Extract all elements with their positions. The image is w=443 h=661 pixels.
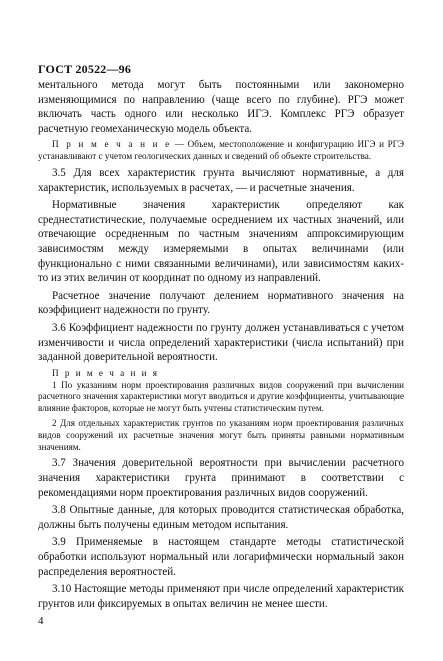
paragraph-3-8: 3.8 Опытные данные, для которых проводится статистическая обработка, должны быть получены единым методом испытания. [38,504,404,531]
paragraph-continuation: ментального метода могут быть постоянными или закономерно изменяющимися по направлению (чаще всего по глубине). РГЭ может включать часть одного или несколько ИГЭ. Комплекс РГЭ образует расчетную геомеханическую модель объекта. [38,79,404,135]
paragraph-normative-values: Нормативные значения характеристик определяют как среднестатистические, получаемые осреднением их частных значений, или отвечающие осредненным по частным значениям аппроксимирующим зависимостям между измеряемыми в опытах величинами (или функционально с ними связанными величинами), или зависимостям каких-то из этих величин от координат по одному из направлений. [38,199,404,285]
note-item-2: 2 Для отдельных характеристик грунтов по указаниям норм проектирования различных видов сооружений их расчетные значения могут быть приняты равными нормативным значениям. [38,418,404,452]
document-header: ГОСТ 20522—96 [38,62,132,76]
notes-heading: П р и м е ч а н и я [52,367,159,378]
note-1-label: П р и м е ч а н и е [52,139,172,150]
note-item-1: 1 По указаниям норм проектирования различных видов сооружений при вычислении расчетного значения характеристики могут вводиться и другие коэффициенты, учитывающие влияние факторов, которые не могут быть учтены статистическим путем. [38,379,404,414]
document-body [38,78,404,611]
paragraph-3-10: 3.10 Настоящие методы применяют при числе определений характеристик грунтов или фиксируемых в опытах величин не менее шести. [38,583,404,610]
paragraph-3-9: 3.9 Применяемые в настоящем стандарте методы статистической обработки используют нормальный или логарифмически нормальный закон распределения вероятностей. [38,536,404,578]
page-number: 4 [38,615,44,627]
note-1 [38,139,404,163]
paragraph-3-5: 3.5 Для всех характеристик грунта вычисляют нормативные, а для характеристик, используемых в расчетах, — и расчетные значения. [38,166,404,194]
paragraph-3-7: 3.7 Значения доверительной вероятности при вычислении расчетного значения характеристики грунта принимают в соответствии с рекомендациями норм проектирования различных видов сооружений. [38,457,404,499]
paragraph-design-value: Расчетное значение получают делением нормативного значения на коэффициент надежности по грунту. [38,289,404,317]
paragraph-3-6: 3.6 Коэффициент надежности по грунту должен устанавливаться с учетом изменчивости и числа определений характеристики (числа испытаний) при заданной доверительной вероятности. [38,321,404,364]
note-1-text: — Объем, местоположение и конфигурацию ИГЭ и РГЭ устанавливают с учетом геологических данных и сведений об объекте строительства. [38,139,404,162]
